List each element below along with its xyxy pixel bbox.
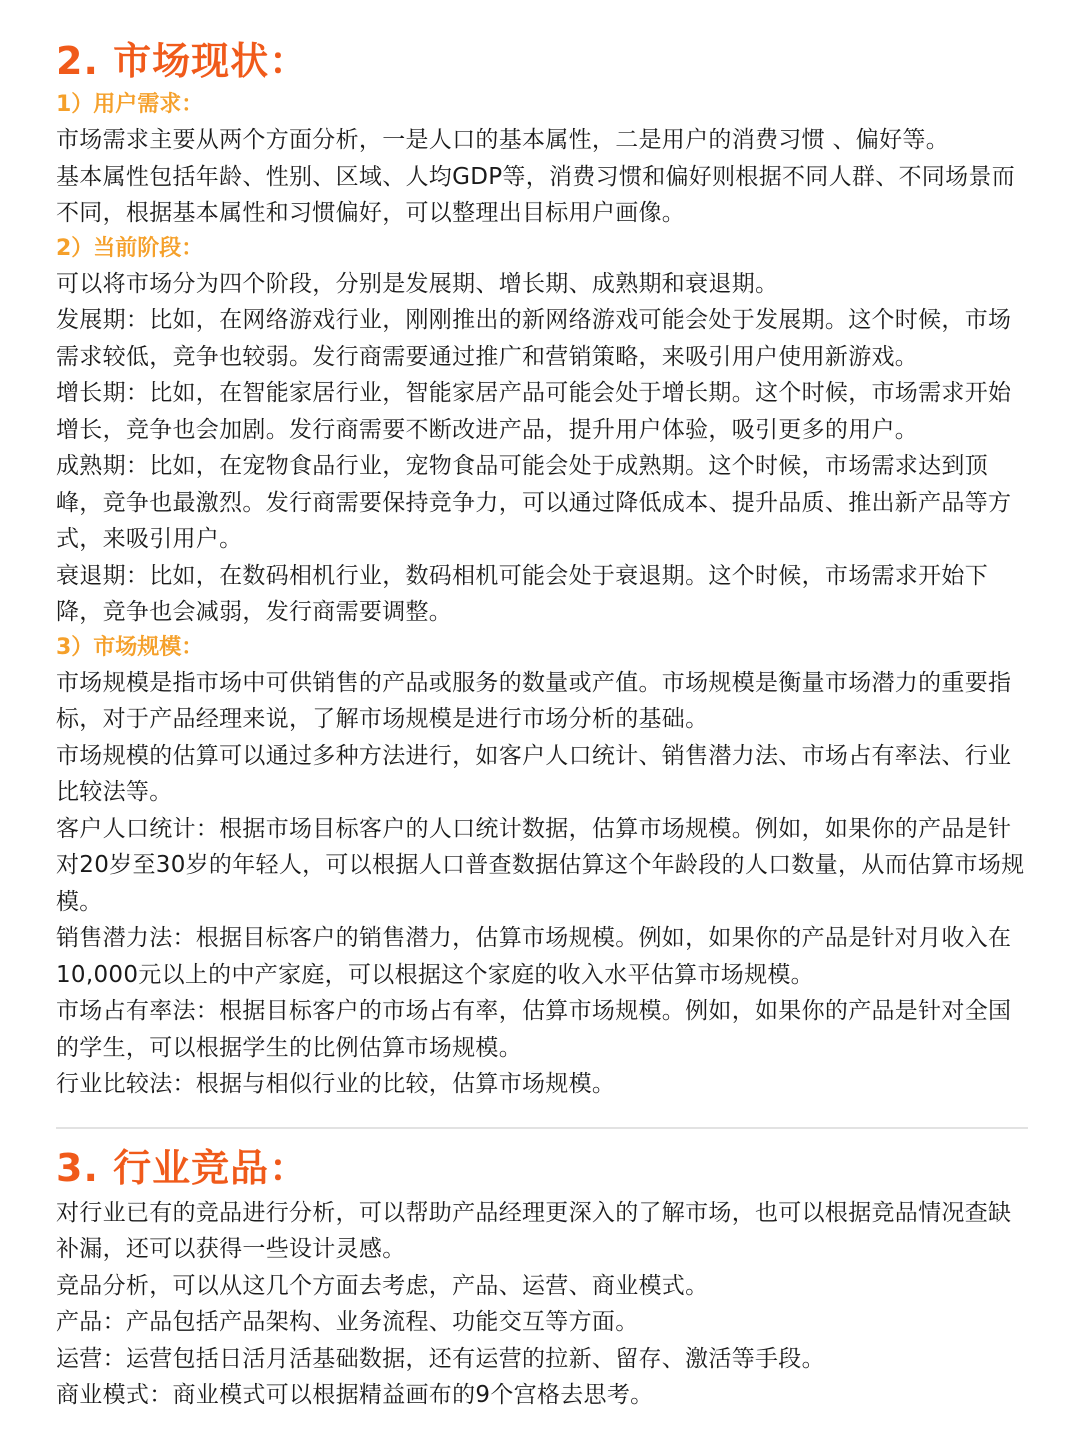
paragraph: 客户人口统计：根据市场目标客户的人口统计数据，估算市场规模。例如，如果你的产品是针对20岁至30岁的年轻人，可以根据人口普查数据估算这个年龄段的人口数量，从而估算市场规模。 — [56, 815, 1025, 915]
subsection-market-size-title: 3）市场规模： — [56, 634, 204, 660]
paragraph: 市场规模是指市场中可供销售的产品或服务的数量或产值。市场规模是衡量市场潜力的重要指标，对于产品经理来说，了解市场规模是进行市场分析的基础。 — [56, 669, 1012, 732]
paragraph: 市场需求主要从两个方面分析，一是人口的基本属性，二是用户的消费习惯 、偏好等。 — [56, 127, 950, 153]
paragraph: 市场占有率法：根据目标客户的市场占有率，估算市场规模。例如，如果你的产品是针对全国的学生，可以根据学生的比例估算市场规模。 — [56, 998, 1012, 1061]
subsection-user-demand-title: 1）用户需求： — [56, 92, 204, 117]
paragraph: 行业比较法：根据与相似行业的比较，估算市场规模。 — [56, 1071, 616, 1097]
paragraph: 产品：产品包括产品架构、业务流程、功能交互等方面。 — [56, 1309, 639, 1335]
paragraph: 成熟期：比如，在宠物食品行业，宠物食品可能会处于成熟期。这个时候，市场需求达到顶峰，竞争也最激烈。发行商需要保持竞争力，可以通过降低成本、提升品质、推出新产品等方式，来吸引用户。 — [56, 453, 1012, 552]
section-divider — [56, 1127, 1028, 1129]
paragraph: 增长期：比如，在智能家居行业，智能家居产品可能会处于增长期。这个时候，市场需求开始增长，竞争也会加剧。发行商需要不断改进产品，提升用户体验，吸引更多的用户。 — [56, 380, 1012, 443]
paragraph: 发展期：比如，在网络游戏行业，刚刚推出的新网络游戏可能会处于发展期。这个时候，市场需求较低，竞争也较弱。发行商需要通过推广和营销策略，来吸引用户使用新游戏。 — [56, 307, 1012, 370]
paragraph: 对行业已有的竞品进行分析，可以帮助产品经理更深入的了解市场，也可以根据竞品情况查缺补漏，还可以获得一些设计灵感。 — [56, 1199, 1012, 1262]
paragraph: 运营：运营包括日活月活基础数据，还有运营的拉新、留存、激活等手段。 — [56, 1345, 825, 1372]
paragraph: 销售潜力法：根据目标客户的销售潜力，估算市场规模。例如，如果你的产品是针对月收入在10,000元以上的中产家庭，可以根据这个家庭的收入水平估算市场规模。 — [56, 925, 1012, 988]
subsection-current-stage-title: 2）当前阶段： — [56, 235, 204, 261]
article — [56, 34, 1031, 1414]
paragraph: 商业模式：商业模式可以根据精益画布的9个宫格去思考。 — [56, 1382, 654, 1408]
section-2-title: 2. 市场现状： — [56, 39, 309, 83]
paragraph: 基本属性包括年龄、性别、区域、人均GDP等，消费习惯和偏好则根据不同人群、不同场景而不同，根据基本属性和习惯偏好，可以整理出目标用户画像。 — [56, 163, 1016, 226]
paragraph: 竞品分析，可以从这几个方面去考虑，产品、运营、商业模式。 — [56, 1272, 709, 1299]
paragraph: 衰退期：比如，在数码相机行业，数码相机可能会处于衰退期。这个时候，市场需求开始下降，竞争也会减弱，发行商需要调整。 — [56, 562, 988, 625]
section-3-title: 3. 行业竞品： — [56, 1145, 309, 1190]
paragraph: 市场规模的估算可以通过多种方法进行，如客户人口统计、销售潜力法、市场占有率法、行业比较法等。 — [56, 742, 1012, 805]
paragraph: 可以将市场分为四个阶段，分别是发展期、增长期、成熟期和衰退期。 — [56, 270, 779, 297]
